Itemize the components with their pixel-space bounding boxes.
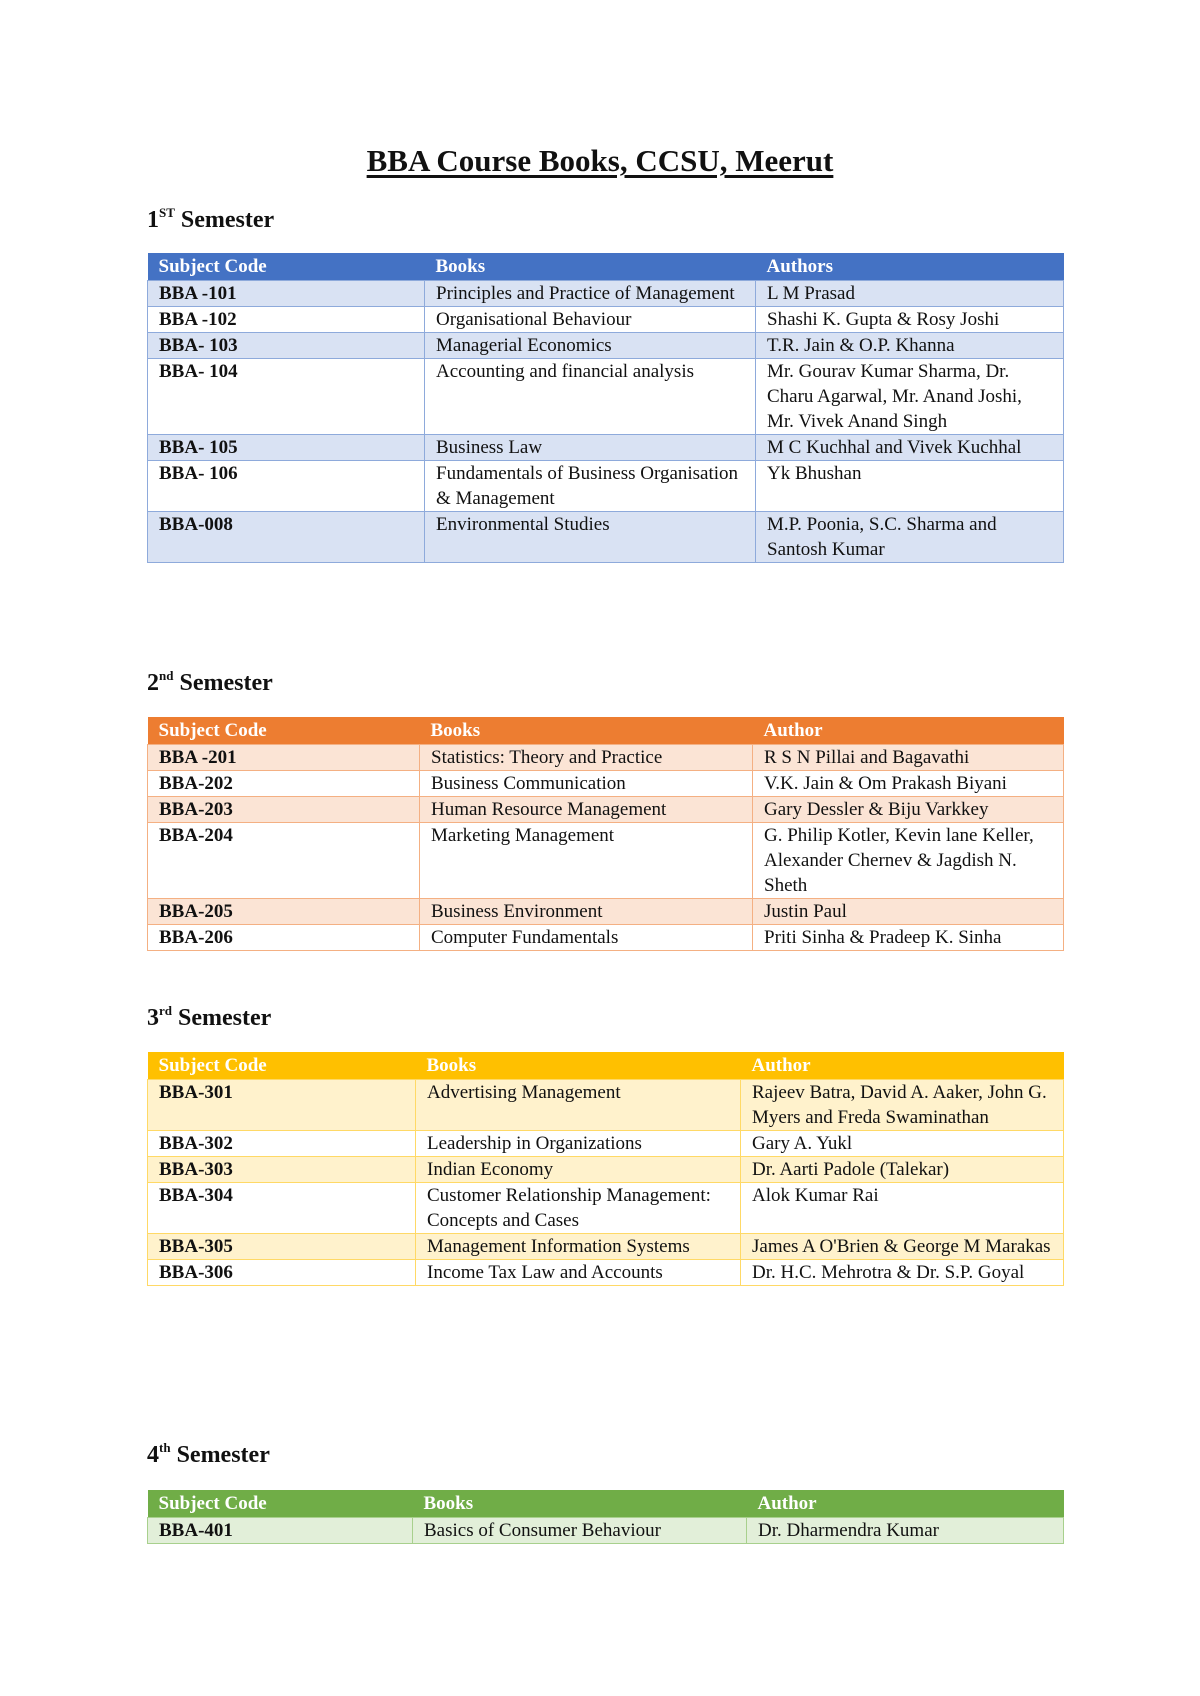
subject-code-cell: BBA- 104 xyxy=(148,359,425,435)
table-row xyxy=(148,307,1064,333)
table-header-row xyxy=(148,253,1064,281)
subject-code-cell: BBA-302 xyxy=(148,1131,416,1157)
author-cell: Gary Dessler & Biju Varkkey xyxy=(753,797,1064,823)
table-row xyxy=(148,435,1064,461)
table-row xyxy=(148,1183,1064,1234)
header-subject-code: Subject Code xyxy=(148,253,425,281)
author-cell: M.P. Poonia, S.C. Sharma and Santosh Kumar xyxy=(756,512,1064,563)
semester-label: Semester xyxy=(179,670,273,696)
table-row xyxy=(148,1080,1064,1131)
semester-number: 1 xyxy=(147,207,159,233)
author-cell: V.K. Jain & Om Prakash Biyani xyxy=(753,771,1064,797)
subject-code-cell: BBA-205 xyxy=(148,899,420,925)
table-row xyxy=(148,461,1064,512)
author-cell: R S N Pillai and Bagavathi xyxy=(753,745,1064,771)
subject-code-cell: BBA-401 xyxy=(148,1518,413,1544)
author-cell: L M Prasad xyxy=(756,281,1064,307)
header-subject-code: Subject Code xyxy=(148,717,420,745)
author-cell: Dr. Aarti Padole (Talekar) xyxy=(741,1157,1064,1183)
semester-number: 4 xyxy=(147,1442,159,1468)
book-title-cell: Fundamentals of Business Organisation & Management xyxy=(425,461,756,512)
book-title-cell: Statistics: Theory and Practice xyxy=(420,745,753,771)
subject-code-cell: BBA-202 xyxy=(148,771,420,797)
author-cell: Priti Sinha & Pradeep K. Sinha xyxy=(753,925,1064,951)
table-row xyxy=(148,281,1064,307)
semester-1-heading xyxy=(147,205,274,234)
semester-1-table xyxy=(147,253,1064,563)
book-title-cell: Computer Fundamentals xyxy=(420,925,753,951)
author-cell: Gary A. Yukl xyxy=(741,1131,1064,1157)
semester-label: Semester xyxy=(178,1005,272,1031)
author-cell: G. Philip Kotler, Kevin lane Keller, Alexander Chernev & Jagdish N. Sheth xyxy=(753,823,1064,899)
subject-code-cell: BBA -201 xyxy=(148,745,420,771)
book-title-cell: Business Law xyxy=(425,435,756,461)
table-row xyxy=(148,797,1064,823)
author-cell: M C Kuchhal and Vivek Kuchhal xyxy=(756,435,1064,461)
subject-code-cell: BBA-303 xyxy=(148,1157,416,1183)
table-header-row xyxy=(148,1052,1064,1080)
table-row xyxy=(148,899,1064,925)
header-books: Books xyxy=(425,253,756,281)
book-title-cell: Customer Relationship Management: Concepts and Cases xyxy=(416,1183,741,1234)
book-title-cell: Accounting and financial analysis xyxy=(425,359,756,435)
table-header-row xyxy=(148,717,1064,745)
subject-code-cell: BBA-206 xyxy=(148,925,420,951)
header-author: Author xyxy=(747,1490,1064,1518)
subject-code-cell: BBA-301 xyxy=(148,1080,416,1131)
document-title: BBA Course Books, CCSU, Meerut xyxy=(366,143,834,178)
semester-2-table xyxy=(147,717,1064,951)
semester-4-heading xyxy=(147,1440,270,1469)
table-row xyxy=(148,823,1064,899)
subject-code-cell: BBA-203 xyxy=(148,797,420,823)
table-row xyxy=(148,1157,1064,1183)
table-row xyxy=(148,745,1064,771)
author-cell: Dr. Dharmendra Kumar xyxy=(747,1518,1064,1544)
subject-code-cell: BBA- 105 xyxy=(148,435,425,461)
semester-label: Semester xyxy=(176,1442,270,1468)
semester-3-heading xyxy=(147,1003,271,1032)
author-cell: Shashi K. Gupta & Rosy Joshi xyxy=(756,307,1064,333)
book-title-cell: Basics of Consumer Behaviour xyxy=(413,1518,747,1544)
semester-3-table xyxy=(147,1052,1064,1286)
table-row xyxy=(148,1131,1064,1157)
table-row xyxy=(148,1260,1064,1286)
subject-code-cell: BBA -102 xyxy=(148,307,425,333)
table-row xyxy=(148,359,1064,435)
book-title-cell: Environmental Studies xyxy=(425,512,756,563)
subject-code-cell: BBA-304 xyxy=(148,1183,416,1234)
book-title-cell: Managerial Economics xyxy=(425,333,756,359)
table-body xyxy=(148,1080,1064,1286)
header-subject-code: Subject Code xyxy=(148,1490,413,1518)
book-title-cell: Marketing Management xyxy=(420,823,753,899)
semester-label: Semester xyxy=(180,207,275,233)
table-row xyxy=(148,1234,1064,1260)
author-cell: Mr. Gourav Kumar Sharma, Dr. Charu Agarwal, Mr. Anand Joshi, Mr. Vivek Anand Singh xyxy=(756,359,1064,435)
author-cell: Alok Kumar Rai xyxy=(741,1183,1064,1234)
book-title-cell: Business Communication xyxy=(420,771,753,797)
author-cell: Dr. H.C. Mehrotra & Dr. S.P. Goyal xyxy=(741,1260,1064,1286)
semester-ordinal-suffix: nd xyxy=(159,668,174,683)
subject-code-cell: BBA- 106 xyxy=(148,461,425,512)
book-title-cell: Indian Economy xyxy=(416,1157,741,1183)
header-books: Books xyxy=(416,1052,741,1080)
book-title-cell: Advertising Management xyxy=(416,1080,741,1131)
table-body xyxy=(148,281,1064,563)
semester-ordinal-suffix: ST xyxy=(159,205,175,220)
subject-code-cell: BBA -101 xyxy=(148,281,425,307)
book-title-cell: Human Resource Management xyxy=(420,797,753,823)
table-row xyxy=(148,925,1064,951)
subject-code-cell: BBA-306 xyxy=(148,1260,416,1286)
semester-2-heading xyxy=(147,668,273,697)
subject-code-cell: BBA-305 xyxy=(148,1234,416,1260)
author-cell: James A O'Brien & George M Marakas xyxy=(741,1234,1064,1260)
header-authors: Authors xyxy=(756,253,1064,281)
table-header-row xyxy=(148,1490,1064,1518)
book-title-cell: Principles and Practice of Management xyxy=(425,281,756,307)
subject-code-cell: BBA-204 xyxy=(148,823,420,899)
author-cell: Rajeev Batra, David A. Aaker, John G. Myers and Freda Swaminathan xyxy=(741,1080,1064,1131)
table-body xyxy=(148,745,1064,951)
table-row xyxy=(148,771,1064,797)
semester-ordinal-suffix: rd xyxy=(159,1003,172,1018)
header-author: Author xyxy=(753,717,1064,745)
header-author: Author xyxy=(741,1052,1064,1080)
author-cell: T.R. Jain & O.P. Khanna xyxy=(756,333,1064,359)
table-row xyxy=(148,512,1064,563)
author-cell: Yk Bhushan xyxy=(756,461,1064,512)
table-body xyxy=(148,1518,1064,1544)
table-row xyxy=(148,333,1064,359)
book-title-cell: Leadership in Organizations xyxy=(416,1131,741,1157)
author-cell: Justin Paul xyxy=(753,899,1064,925)
table-row xyxy=(148,1518,1064,1544)
subject-code-cell: BBA- 103 xyxy=(148,333,425,359)
header-subject-code: Subject Code xyxy=(148,1052,416,1080)
book-title-cell: Management Information Systems xyxy=(416,1234,741,1260)
semester-ordinal-suffix: th xyxy=(159,1440,171,1455)
book-title-cell: Business Environment xyxy=(420,899,753,925)
book-title-cell: Organisational Behaviour xyxy=(425,307,756,333)
semester-4-table xyxy=(147,1490,1064,1544)
book-title-cell: Income Tax Law and Accounts xyxy=(416,1260,741,1286)
header-books: Books xyxy=(420,717,753,745)
semester-number: 3 xyxy=(147,1005,159,1031)
semester-number: 2 xyxy=(147,670,159,696)
subject-code-cell: BBA-008 xyxy=(148,512,425,563)
header-books: Books xyxy=(413,1490,747,1518)
